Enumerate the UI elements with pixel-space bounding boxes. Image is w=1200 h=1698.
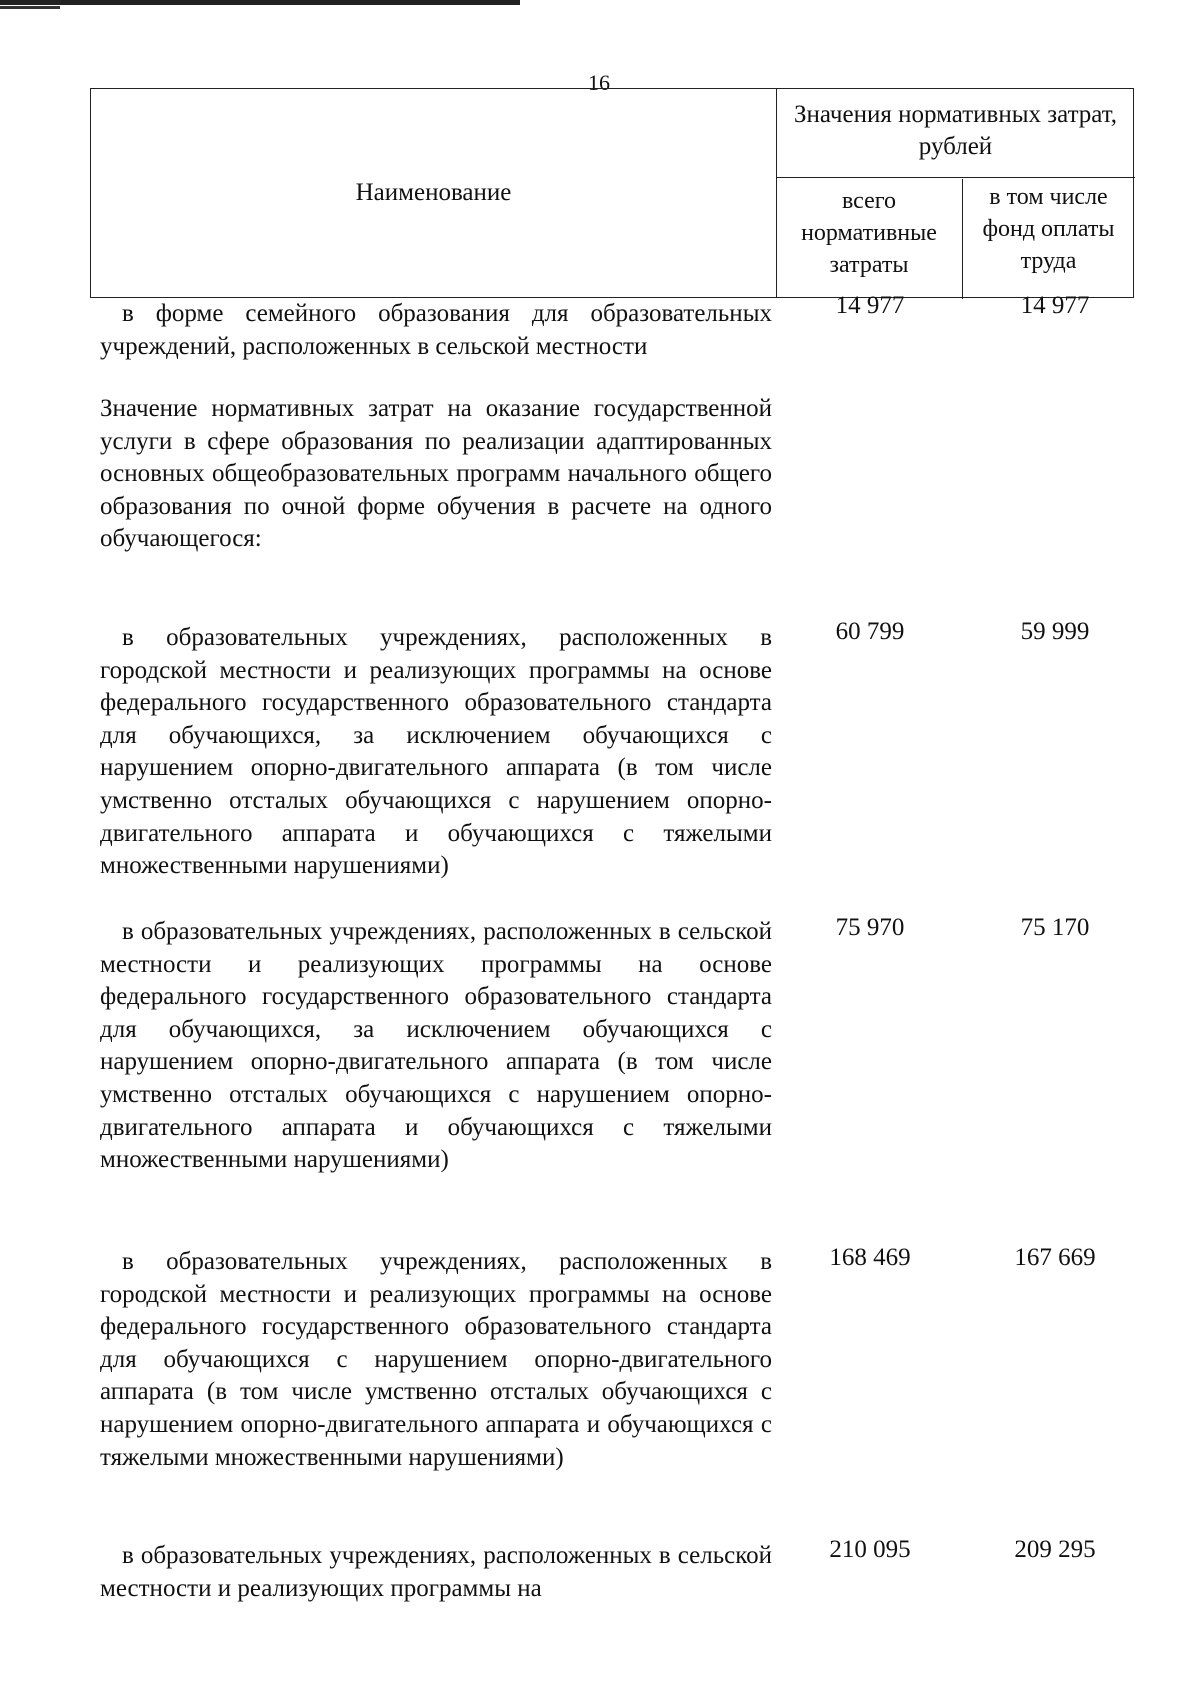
table-row-name: в образовательных учреждениях, расположенных в городской местности и реализующих программы на основе федерального государственного образовательного стандарта для обучающихся, за исключением обучающихся с нарушением опорно-двигательного аппарата (в том числе умственно отсталых обучающихся с нарушением опорно-двигательного аппарата и обучающихся с тяжелыми множественными нарушениями) — [100, 624, 772, 880]
table-row-name: в образовательных учреждениях, расположенных в сельской местности и реализующих программы на основе федерального государственного образовательного стандарта для обучающихся, за исключением обучающихся с нарушением опорно-двигательного аппарата (в том числе умственно отсталых обучающихся с нарушением опорно-двигательного аппарата и обучающихся с тяжелыми множественными нарушениями) — [100, 918, 772, 1174]
table-row-fot: 59 999 — [1020, 618, 1090, 645]
table-header — [90, 88, 1134, 298]
table-row-total: 75 970 — [835, 914, 905, 941]
table-row-name: в форме семейного образования для образовательных учреждений, расположенных в сельской местности — [100, 300, 772, 360]
table-row-total: 210 095 — [829, 1536, 911, 1563]
table-row-fot: 209 295 — [1014, 1536, 1096, 1563]
table-row-fot: 14 977 — [1020, 292, 1090, 319]
table-row-fot: 167 669 — [1014, 1244, 1096, 1271]
header-fot-cell: в том числе фонд оплаты труда — [982, 184, 1115, 274]
table-row-name: в образовательных учреждениях, расположенных в сельской местности и реализующих программы на — [100, 1542, 772, 1602]
header-name-cell: Наименование — [355, 179, 512, 206]
header-total-cell: всего нормативные затраты — [801, 188, 937, 278]
table-row-total: 168 469 — [829, 1244, 911, 1271]
scan-edge-mark — [0, 6, 60, 9]
table-row-name: в образовательных учреждениях, расположенных в городской местности и реализующих программы на основе федерального государственного образовательного стандарта для обучающихся с нарушением опорно-двигательного аппарата (в том числе умственно отсталых обучающихся с нарушением опорно-двигательного аппарата и обучающихся с тяжелыми множественными нарушениями) — [100, 1248, 772, 1471]
row-divider — [776, 177, 1135, 178]
table-row-total: 60 799 — [835, 618, 905, 645]
scan-edge-mark — [0, 0, 520, 5]
table-row-total: 14 977 — [835, 292, 905, 319]
table-row-fot: 75 170 — [1020, 914, 1090, 941]
header-values-group-cell: Значения нормативных затрат, рублей — [793, 101, 1118, 160]
section-heading: Значение нормативных затрат на оказание государственной услуги в сфере образования по реализации адаптированных основных общеобразовательных программ начального общего образования по очной форме обучения в расчете на одного обучающегося: — [100, 395, 772, 553]
page-number: 16 — [588, 70, 610, 95]
